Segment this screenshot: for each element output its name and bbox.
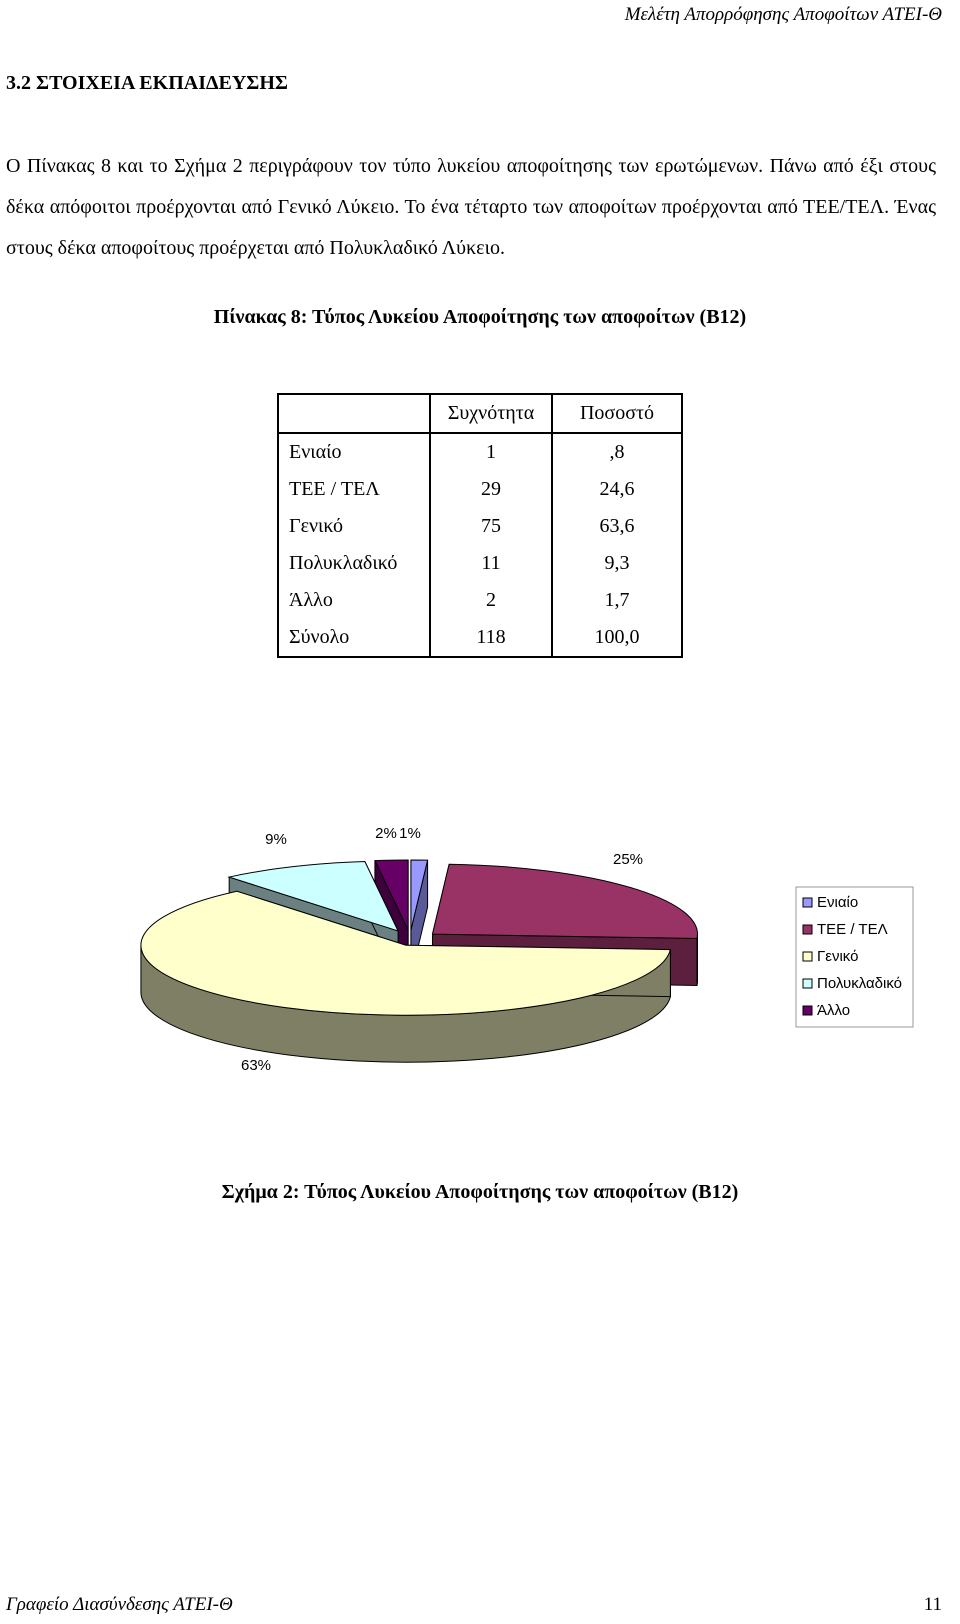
legend-label: ΤΕΕ / ΤΕΛ: [817, 921, 888, 938]
table-cell: ΤΕΕ / ΤΕΛ: [278, 471, 430, 508]
legend-swatch: [803, 952, 812, 961]
legend-swatch: [803, 898, 812, 907]
table-cell: 11: [430, 545, 552, 582]
table-row: [278, 471, 682, 508]
pie-data-label: 2%: [375, 825, 397, 842]
header-cell: Ποσοστό: [552, 394, 682, 433]
table-row: [278, 582, 682, 619]
table-cell: 9,3: [552, 545, 682, 582]
body-paragraph: Ο Πίνακας 8 και το Σχήμα 2 περιγράφουν τον τύπο λυκείου αποφοίτησης των ερωτώμενων. Πάνω από έξι στους δέκα απόφοιτοι προέρχονται από Γενικό Λύκειο. Το ένα τέταρτο των αποφοίτων προέρχονται από ΤΕΕ/ΤΕΛ. Ένας στους δέκα αποφοίτους προέρχεται από Πολυκλαδικό Λύκειο.: [6, 155, 936, 259]
table-caption: Πίνακας 8: Τύπος Λυκείου Αποφοίτησης των αποφοίτων (Β12): [213, 306, 747, 328]
pie-data-label: 63%: [240, 1057, 272, 1074]
footer-text: Γραφείο Διασύνδεσης ΑΤΕΙ-Θ: [6, 1594, 233, 1615]
table-row: [278, 433, 682, 471]
pie-chart: [0, 820, 960, 1120]
pie-data-label: 1%: [399, 825, 421, 842]
section-heading: 3.2 ΣΤΟΙΧΕΙΑ ΕΚΠΑΙΔΕΥΣΗΣ: [6, 72, 289, 94]
legend-swatch: [803, 1006, 812, 1015]
table-cell: Πολυκλαδικό: [278, 545, 430, 582]
table-cell: 100,0: [552, 619, 682, 657]
table-cell: Σύνολο: [278, 619, 430, 657]
table-cell: 29: [430, 471, 552, 508]
table-cell: 63,6: [552, 508, 682, 545]
legend-swatch: [803, 925, 812, 934]
running-header: Μελέτη Απορρόφησης Αποφοίτων ΑΤΕΙ-Θ: [624, 4, 942, 25]
legend-swatch: [803, 979, 812, 988]
table-cell: 1: [430, 433, 552, 471]
table-cell: 2: [430, 582, 552, 619]
table-cell: 75: [430, 508, 552, 545]
data-table: [277, 393, 683, 658]
header-cell: Συχνότητα: [430, 394, 552, 433]
table-cell: ,8: [552, 433, 682, 471]
legend-label: Πολυκλαδικό: [817, 975, 903, 992]
table-cell: 24,6: [552, 471, 682, 508]
table-cell: Ενιαίο: [278, 433, 430, 471]
figure-caption: Σχήμα 2: Τύπος Λυκείου Αποφοίτησης των αποφοίτων (Β12): [221, 1181, 739, 1203]
table-row: [278, 508, 682, 545]
table-row: [278, 545, 682, 582]
legend-label: Ενιαίο: [817, 894, 859, 911]
table-cell: 1,7: [552, 582, 682, 619]
table-header-row: [278, 394, 682, 433]
table-row: [278, 619, 682, 657]
page-number: 11: [923, 1594, 942, 1615]
table-cell: 118: [430, 619, 552, 657]
header-cell: [278, 394, 430, 433]
legend-label: Γενικό: [817, 948, 859, 965]
table-cell: Γενικό: [278, 508, 430, 545]
pie-data-label: 9%: [265, 831, 287, 848]
legend-label: Άλλο: [817, 1002, 851, 1019]
pie-data-label: 25%: [612, 851, 644, 868]
table-cell: Άλλο: [278, 582, 430, 619]
